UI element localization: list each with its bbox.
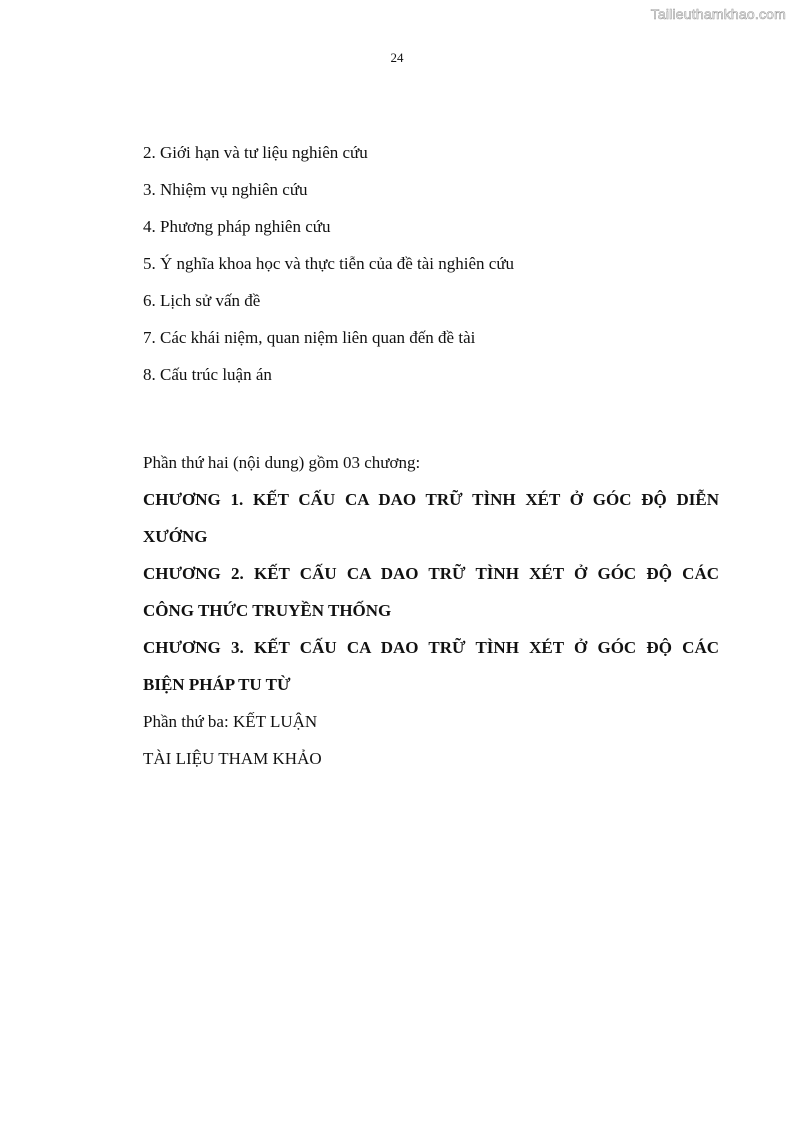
- list-item: 2. Giới hạn và tư liệu nghiên cứu: [143, 143, 368, 162]
- chapter-2-title-cont: CÔNG THỨC TRUYỀN THỐNG: [143, 601, 392, 620]
- page-number: 24: [390, 50, 404, 65]
- chapter-3-title-cont: BIỆN PHÁP TU TỪ: [143, 675, 291, 694]
- list-item: 3. Nhiệm vụ nghiên cứu: [143, 180, 308, 199]
- list-item: 8. Cấu trúc luận án: [143, 365, 272, 384]
- list-item: 7. Các khái niệm, quan niệm liên quan đến đề tài: [143, 328, 476, 347]
- list-item: 6. Lịch sử vấn đề: [143, 291, 261, 310]
- list-item: 4. Phương pháp nghiên cứu: [143, 217, 331, 236]
- section-gap: [143, 393, 719, 444]
- document-body: [143, 134, 719, 777]
- part2-intro: Phần thứ hai (nội dung) gồm 03 chương:: [143, 453, 421, 472]
- chapter-1-title-cont: XƯỚNG: [143, 527, 208, 546]
- part3-conclusion: Phần thứ ba: KẾT LUẬN: [143, 712, 318, 731]
- chapter-2-title: CHƯƠNG 2. KẾT CẤU CA DAO TRỮ TÌNH XÉT Ở GÓC ĐỘ CÁC: [143, 564, 719, 583]
- chapter-3-title: CHƯƠNG 3. KẾT CẤU CA DAO TRỮ TÌNH XÉT Ở GÓC ĐỘ CÁC: [143, 638, 719, 657]
- watermark: Tailieuthamkhao.com: [650, 6, 786, 22]
- references-heading: TÀI LIỆU THAM KHẢO: [143, 749, 322, 768]
- chapter-1-title: CHƯƠNG 1. KẾT CẤU CA DAO TRỮ TÌNH XÉT Ở GÓC ĐỘ DIỄN: [143, 490, 719, 509]
- list-item: 5. Ý nghĩa khoa học và thực tiễn của đề tài nghiên cứu: [143, 254, 515, 273]
